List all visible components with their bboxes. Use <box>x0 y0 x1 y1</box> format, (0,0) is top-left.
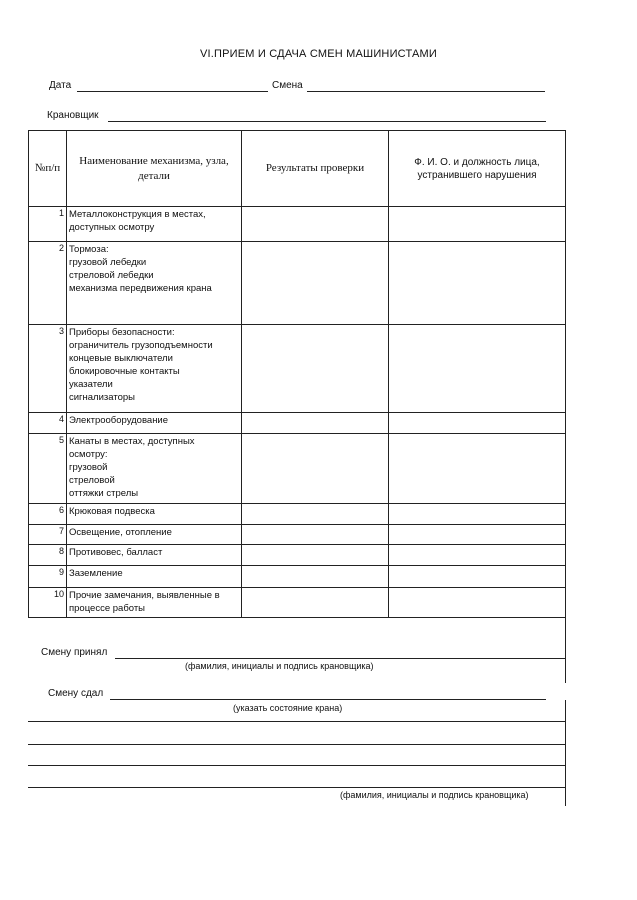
right-border-lower <box>565 700 566 806</box>
row-number: 1 <box>29 207 67 242</box>
crane-operator-label: Крановщик <box>47 110 99 121</box>
row-item-line: грузовой лебедки <box>69 257 147 268</box>
row-item-line: блокировочные контакты <box>69 366 180 377</box>
date-field[interactable] <box>77 91 268 92</box>
table-row <box>29 325 566 413</box>
row-responsible-cell[interactable] <box>389 413 566 434</box>
row-item <box>67 566 242 588</box>
row-item-line: Приборы безопасности: <box>69 327 175 338</box>
row-result-cell[interactable] <box>242 413 389 434</box>
row-item <box>67 325 242 413</box>
row-result-cell[interactable] <box>242 545 389 566</box>
row-responsible-cell[interactable] <box>389 525 566 545</box>
row-item-line: доступных осмотру <box>69 222 155 233</box>
row-item-line: ограничитель грузоподъемности <box>69 340 213 351</box>
shift-accepted-caption: (фамилия, инициалы и подпись крановщика) <box>185 661 374 671</box>
row-item-line: механизма передвижения крана <box>69 283 212 294</box>
row-result-cell[interactable] <box>242 525 389 545</box>
row-item-line: осмотру: <box>69 449 108 460</box>
table-row <box>29 525 566 545</box>
row-item-line: Электрооборудование <box>69 415 169 426</box>
shift-label: Смена <box>272 80 303 91</box>
row-item <box>67 525 242 545</box>
row-item-line: Канаты в местах, доступных <box>69 436 195 447</box>
row-result-cell[interactable] <box>242 566 389 588</box>
crane-condition-line-3[interactable] <box>28 765 565 766</box>
table-row <box>29 434 566 504</box>
row-responsible-cell[interactable] <box>389 566 566 588</box>
date-label: Дата <box>49 80 72 91</box>
row-item <box>67 207 242 242</box>
row-item <box>67 504 242 525</box>
row-item-line: Металлоконструкция в местах, <box>69 209 206 220</box>
row-result-cell[interactable] <box>242 242 389 325</box>
crane-condition-line-1[interactable] <box>28 721 565 722</box>
table-row <box>29 504 566 525</box>
row-responsible-cell[interactable] <box>389 545 566 566</box>
row-item-line: указатели <box>69 379 113 390</box>
row-number: 9 <box>29 566 67 588</box>
row-number: 7 <box>29 525 67 545</box>
row-item-line: грузовой <box>69 462 108 473</box>
row-responsible-cell[interactable] <box>389 504 566 525</box>
row-item-line: процессе работы <box>69 603 146 614</box>
inspection-table <box>28 130 566 618</box>
shift-accepted-field[interactable] <box>115 658 565 659</box>
row-item-line: Противовес, балласт <box>69 547 163 558</box>
row-result-cell[interactable] <box>242 504 389 525</box>
column-header-results: Результаты проверки <box>242 131 389 207</box>
shift-field[interactable] <box>307 91 545 92</box>
column-header-mechanism <box>67 131 242 207</box>
shift-accepted-label: Смену принял <box>41 647 108 658</box>
shift-handed-label: Смену сдал <box>48 688 104 699</box>
right-border <box>565 617 566 683</box>
row-item-line: Заземление <box>69 568 123 579</box>
crane-operator-field[interactable] <box>108 121 546 122</box>
row-number: 10 <box>29 588 67 618</box>
row-number: 2 <box>29 242 67 325</box>
row-item-line: оттяжки стрелы <box>69 488 139 499</box>
row-item <box>67 434 242 504</box>
row-item-line: стреловой лебедки <box>69 270 154 281</box>
row-item-line: Тормоза: <box>69 244 109 255</box>
table-row <box>29 566 566 588</box>
row-number: 3 <box>29 325 67 413</box>
row-number: 8 <box>29 545 67 566</box>
row-item <box>67 242 242 325</box>
column-header-mechanism-text: Наименование механизма, узла, детали <box>79 154 229 182</box>
row-responsible-cell[interactable] <box>389 207 566 242</box>
row-number: 4 <box>29 413 67 434</box>
row-item <box>67 413 242 434</box>
row-number: 5 <box>29 434 67 504</box>
row-responsible-cell[interactable] <box>389 588 566 618</box>
shift-handed-field[interactable] <box>110 699 546 700</box>
page-title: VI.ПРИЕМ И СДАЧА СМЕН МАШИНИСТАМИ <box>199 48 438 60</box>
row-responsible-cell[interactable] <box>389 434 566 504</box>
shift-handed-caption: (указать состояние крана) <box>233 703 343 713</box>
table-row <box>29 545 566 566</box>
table-row <box>29 413 566 434</box>
row-item-line: стреловой <box>69 475 115 486</box>
row-item-line: Прочие замечания, выявленные в <box>69 590 220 601</box>
column-header-number: №п/п <box>29 131 67 207</box>
table-row <box>29 242 566 325</box>
column-header-responsible <box>389 131 566 207</box>
row-responsible-cell[interactable] <box>389 325 566 413</box>
row-result-cell[interactable] <box>242 588 389 618</box>
table-row <box>29 207 566 242</box>
row-responsible-cell[interactable] <box>389 242 566 325</box>
crane-condition-line-4[interactable] <box>28 787 565 788</box>
table-row <box>29 588 566 618</box>
row-item-line: Освещение, отопление <box>69 527 172 538</box>
row-item-line: сигнализаторы <box>69 392 135 403</box>
crane-condition-line-2[interactable] <box>28 744 565 745</box>
row-result-cell[interactable] <box>242 207 389 242</box>
row-number: 6 <box>29 504 67 525</box>
row-result-cell[interactable] <box>242 434 389 504</box>
table-header-row <box>29 131 566 207</box>
row-item <box>67 545 242 566</box>
column-header-responsible-text: Ф. И. О. и должность лица, устранившего нарушения <box>414 156 540 181</box>
row-item-line: концевые выключатели <box>69 353 173 364</box>
final-signature-caption: (фамилия, инициалы и подпись крановщика) <box>340 790 529 800</box>
row-item-line: Крюковая подвеска <box>69 506 155 517</box>
row-item <box>67 588 242 618</box>
row-result-cell[interactable] <box>242 325 389 413</box>
